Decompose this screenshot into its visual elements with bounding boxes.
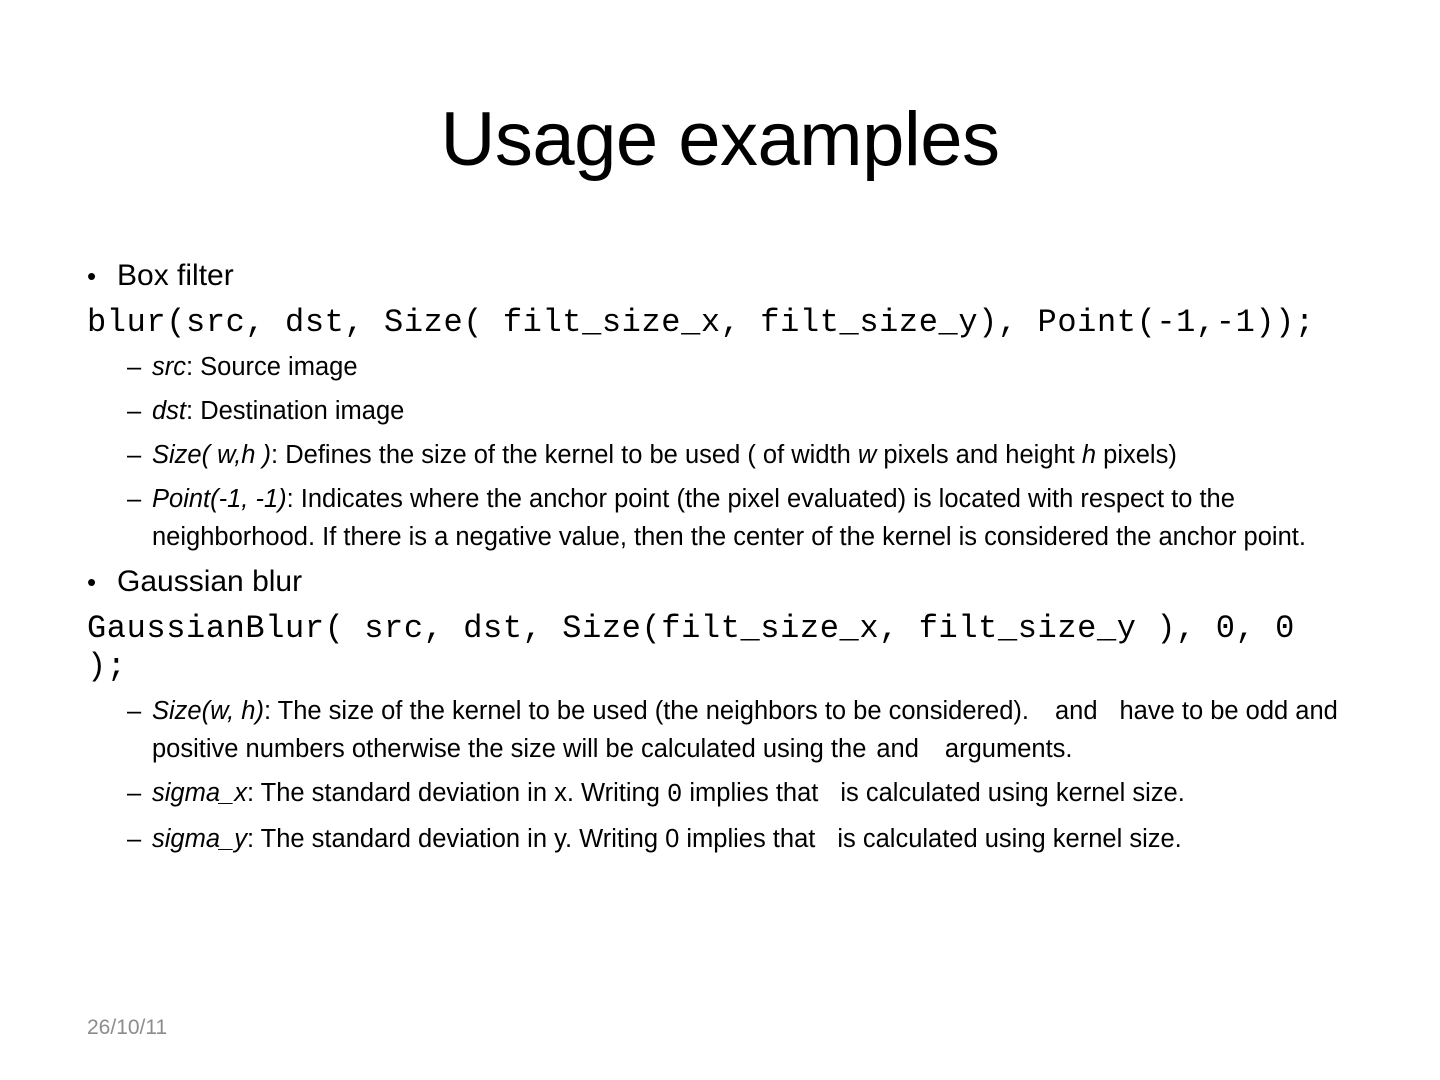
var-w: w [857, 441, 877, 469]
description-c: is calculated using kernel size. [840, 779, 1185, 807]
term: sigma_y [152, 825, 247, 853]
term: Size(w, h) [152, 697, 264, 725]
bullet-box-filter [87, 256, 1362, 296]
bullet-dot-icon: • [87, 567, 97, 597]
bullet-dot-icon: • [87, 261, 97, 291]
dash-icon: – [127, 441, 142, 469]
term: Point(-1, -1) [152, 485, 287, 513]
and-1: and [1054, 697, 1098, 725]
dash-icon: – [127, 353, 142, 381]
description-b: implies that [682, 779, 819, 807]
description-b: implies that [679, 825, 816, 853]
description-mid: pixels and height [876, 441, 1082, 469]
dash-icon: – [127, 485, 142, 513]
description-end: pixels) [1096, 441, 1177, 469]
description: : Source image [186, 353, 358, 381]
sub-item-size [127, 436, 1362, 474]
slide-title: Usage examples [440, 97, 1000, 182]
dash-icon: – [127, 825, 142, 853]
bullet-label: Box filter [117, 259, 234, 292]
term: src [152, 353, 186, 381]
and-2: and [876, 735, 919, 763]
sub-item-sigma-x [127, 774, 1362, 814]
term: dst [152, 397, 187, 425]
sub-item-gauss-size [127, 692, 1362, 768]
code-blur: blur(src, dst, Size( filt_size_x, filt_size_y), Point(-1,-1)); [87, 304, 1315, 341]
dash-icon: – [127, 397, 142, 425]
code-gaussianblur: GaussianBlur( src, dst, Size(filt_size_x, filt_size_y ), 0, 0 ); [87, 610, 1295, 685]
term: sigma_x [152, 779, 247, 807]
description: : The standard deviation in y. Writing [246, 825, 666, 853]
bullet-gaussian-blur [87, 562, 1362, 602]
var-h: h [1081, 441, 1097, 469]
description: : Indicates where the anchor point (the pixel evaluated) is located with respect to the neighborhood. If there is a negative value, then the center of the kernel is considered the anchor point. [152, 485, 1306, 551]
footer-date: 26/10/11 [87, 1016, 168, 1039]
sub-item-src [127, 348, 1362, 386]
dash-icon: – [127, 697, 142, 725]
description-c: arguments. [944, 735, 1073, 763]
sub-item-dst [127, 392, 1362, 430]
slide-body [87, 256, 1362, 864]
sub-item-point [127, 480, 1362, 556]
description: : The standard deviation in x. Writing [246, 779, 667, 807]
description: : Destination image [186, 397, 405, 425]
bullet-label: Gaussian blur [117, 565, 303, 598]
sub-item-sigma-y [127, 820, 1362, 858]
description-c: is calculated using kernel size. [837, 825, 1182, 853]
zero-value: 0 [665, 825, 680, 853]
zero-value: 0 [666, 780, 683, 809]
term: Size( w,h ) [152, 441, 272, 469]
dash-icon: – [127, 779, 142, 807]
description: : Defines the size of the kernel to be used ( of width [271, 441, 858, 469]
description-b: have to be odd and positive numbers otherwise the size will be calculated using the [152, 697, 1338, 763]
description: : The size of the kernel to be used (the neighbors to be considered). [263, 697, 1029, 725]
